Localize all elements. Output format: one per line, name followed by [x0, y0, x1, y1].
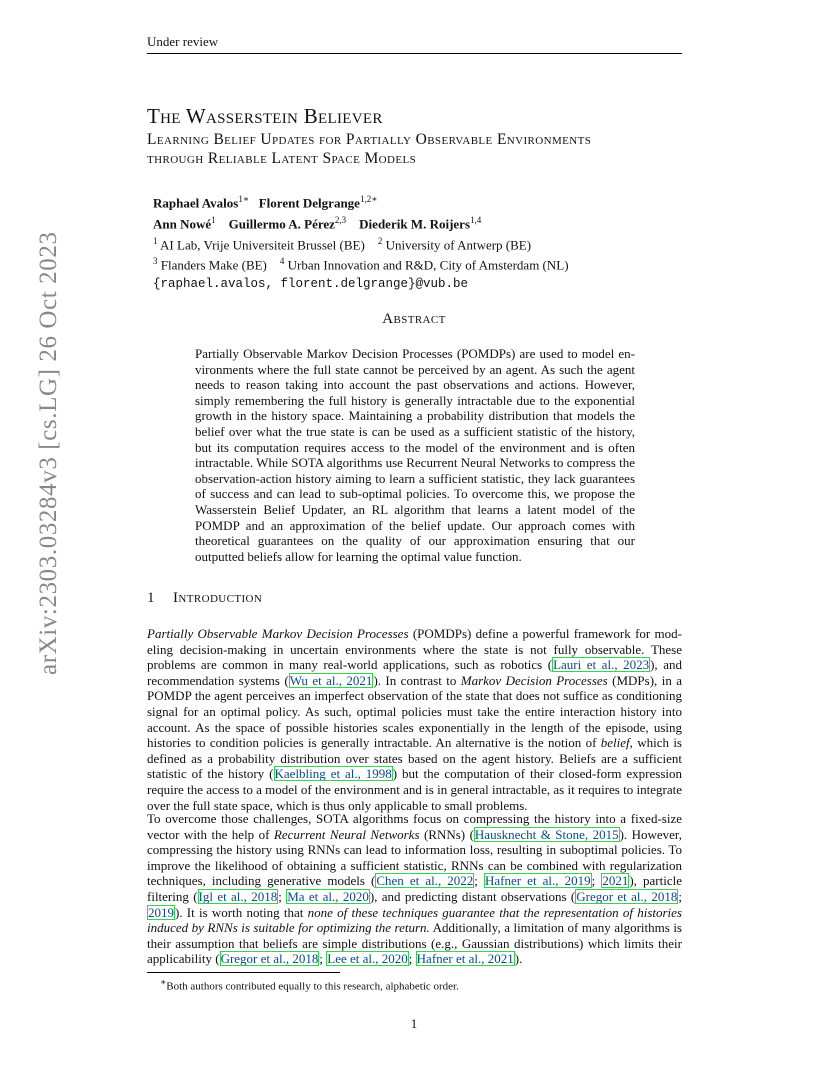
text-run: ;	[678, 888, 682, 904]
citation-link[interactable]: Hafner et al., 2019	[485, 873, 591, 889]
intro-paragraph-1	[147, 626, 682, 813]
text-run: To overcome those challenges, SOTA algorithms focus on compressing the history into a fixed-size vector with the help of	[147, 811, 682, 842]
text-run: ). In contrast to	[373, 672, 461, 688]
header-rule	[147, 53, 682, 54]
citation-link[interactable]: Lauri et al., 2023	[553, 657, 650, 673]
affiliation: University of Antwerp (BE)	[385, 236, 532, 252]
text-run: ;	[319, 951, 327, 967]
footnote-text: Both authors contributed equally to this research, alphabetic order.	[166, 980, 459, 993]
running-header: Under review	[147, 34, 219, 49]
page-number: 1	[410, 1016, 418, 1031]
text-run: , which is defined as a probability distribution over states based on the agent history. Beliefs are a sufficient statistic of the history (	[147, 735, 682, 782]
affiliation: Flanders Make (BE)	[160, 257, 267, 273]
affiliation-sup: 1	[153, 235, 158, 246]
intro-paragraph-2	[147, 811, 682, 967]
author-name: Florent Delgrange	[258, 195, 360, 211]
text-run: ) but the computation of their closed-form expression require the access to a model of the environment and is in general intractable, as it requires to integrate over the full state space, which is thus only applicable to small problems.	[147, 766, 683, 813]
affiliation-line-1	[153, 233, 569, 254]
citation-link[interactable]: Gregor et al., 2018	[576, 888, 678, 904]
text-run: Partially Observable Markov Decision Processes	[147, 626, 409, 641]
text-run: (POMDPs) define a powerful framework for modeling decision-making in uncertain environments where the state is not fully observable. These problems are common in many real-world applications, such as robotics (	[147, 626, 682, 673]
section-heading	[147, 590, 262, 607]
text-run: ;	[278, 888, 287, 904]
arxiv-identifier[interactable]: arXiv:2303.03284v3 [cs.LG] 26 Oct 2023	[35, 231, 62, 675]
author-sup: 1,2∗	[359, 194, 378, 204]
affiliation: Urban Innovation and R&D, City of Amsterdam (NL)	[287, 257, 569, 273]
citation-link[interactable]: 2019	[148, 904, 174, 920]
citation-link[interactable]: Lee et al., 2020	[327, 951, 408, 967]
paper-subtitle-line2: through Reliable Latent Space Models	[147, 150, 417, 167]
affiliation-sup: 3	[153, 256, 158, 267]
text-run: ;	[591, 873, 602, 889]
author-line-2	[153, 212, 569, 233]
citation-link[interactable]: Hafner et al., 2021	[416, 951, 514, 967]
text-run: Markov Decision Processes	[460, 672, 608, 688]
citation-link[interactable]: Igl et al., 2018	[198, 888, 278, 904]
section-number: 1	[147, 590, 155, 606]
text-run: ), and predicting distant observations (	[369, 888, 576, 904]
citation-link[interactable]: Gregor et al., 2018	[220, 951, 319, 967]
text-run: ). It is worth noting that	[175, 904, 308, 920]
paper-subtitle-line1: Learning Belief Updates for Partially Observable Environments	[147, 131, 592, 148]
citation-link[interactable]: Chen et al., 2022	[376, 873, 474, 889]
citation-link[interactable]: Kaelbling et al., 1998	[274, 766, 392, 782]
citation-link[interactable]: Wu et al., 2021	[289, 672, 373, 688]
text-run: belief	[600, 735, 630, 751]
text-run: ), and recommendation systems (	[147, 657, 682, 688]
author-name: Ann Nowé	[153, 216, 212, 232]
section-title: Introduction	[173, 590, 263, 606]
text-run: ;	[474, 873, 484, 889]
affiliation-sup: 2	[377, 235, 383, 246]
abstract-heading: Abstract	[382, 311, 446, 327]
author-name: Diederik M. Roijers	[359, 216, 471, 232]
text-run: ).	[514, 951, 523, 967]
citation-link[interactable]: Ma et al., 2020	[287, 888, 369, 904]
text-run: Additionally, a limitation of many algorithms is their assumption that beliefs are simple distributions (e.g., Gaussian distributions) which limits their applicability (	[147, 920, 682, 967]
citation-link[interactable]: 2021	[602, 873, 629, 889]
author-sup: 1	[211, 214, 216, 225]
footnote-mark: ∗	[160, 977, 167, 987]
text-run: (RNNs) (	[419, 826, 474, 842]
author-sup: 1∗	[238, 194, 249, 204]
footnote-rule	[147, 972, 340, 973]
abstract-body: Partially Observable Markov Decision Processes (POMDPs) are used to model environments where the full state cannot be perceived by an agent. As such the agent needs to reason taking into account the past observations and actions. However, simply remembering the full history is generally intractable due to the exponential growth in the history space. Maintaining a probability distribution that models the belief over what the true state is can be used as a sufficient statistic of the history, but its computation requires access to the model of the environment and is often intractable. While SOTA algorithms use Recurrent Neural Networks to compress the observation-action history aiming to learn a sufficient statistic, they lack guarantees of success and can lead to sub-optimal policies. To overcome this, we propose the Wasserstein Belief Updater, an RL algorithm that learns a latent model of the POMDP and an approximation of the belief update. Our approach comes with theoretical guarantees on the quality of our approximation ensuring that our outputted beliefs allow for learning the optimal value function.	[195, 346, 635, 564]
author-line-1	[153, 191, 569, 212]
affiliation-sup: 4	[279, 256, 285, 267]
author-name: Guillermo A. Pérez	[228, 216, 335, 232]
author-sup: 1,4	[470, 214, 482, 225]
author-email[interactable]: {raphael.avalos, florent.delgrange}@vub.be	[153, 277, 469, 292]
text-run: (MDPs), in a POMDP the agent perceives an imperfect observation of the state that does not suffice as conditioning signal for an optimal policy. As such, optimal policies must take the entire interaction history into account. As the space of possible histories scales exponentially in the length of the episode, using histories to condition policies is generally intractable. An alternative is the notion of	[147, 672, 682, 751]
text-run: none of these techniques guarantee that the representation of histories induced by RNNs is suitable for optimizing the return.	[147, 904, 682, 936]
email-line	[153, 274, 569, 294]
paper-title-text: The Wasserstein Believer	[147, 104, 383, 128]
affiliation-line-2	[153, 253, 569, 274]
citation-link[interactable]: Hausknecht & Stone, 2015	[474, 826, 619, 842]
paper-title	[147, 104, 383, 129]
text-run: ), particle filtering (	[147, 873, 682, 904]
text-run: ;	[408, 951, 416, 967]
text-run: ). However, compressing the history using RNNs can lead to information loss, resulting in suboptimal policies. To improve the likelihood of obtaining a sufficient statistic, RNNs can be combined with regularization techniques, including generative models (	[147, 826, 682, 889]
affiliation: AI Lab, Vrije Universiteit Brussel (BE)	[160, 236, 365, 252]
author-sup: 2,3	[334, 214, 347, 225]
author-block	[153, 191, 569, 294]
text-run: Recurrent Neural Networks	[273, 826, 420, 842]
footnote	[160, 977, 459, 993]
author-name: Raphael Avalos	[153, 195, 239, 211]
